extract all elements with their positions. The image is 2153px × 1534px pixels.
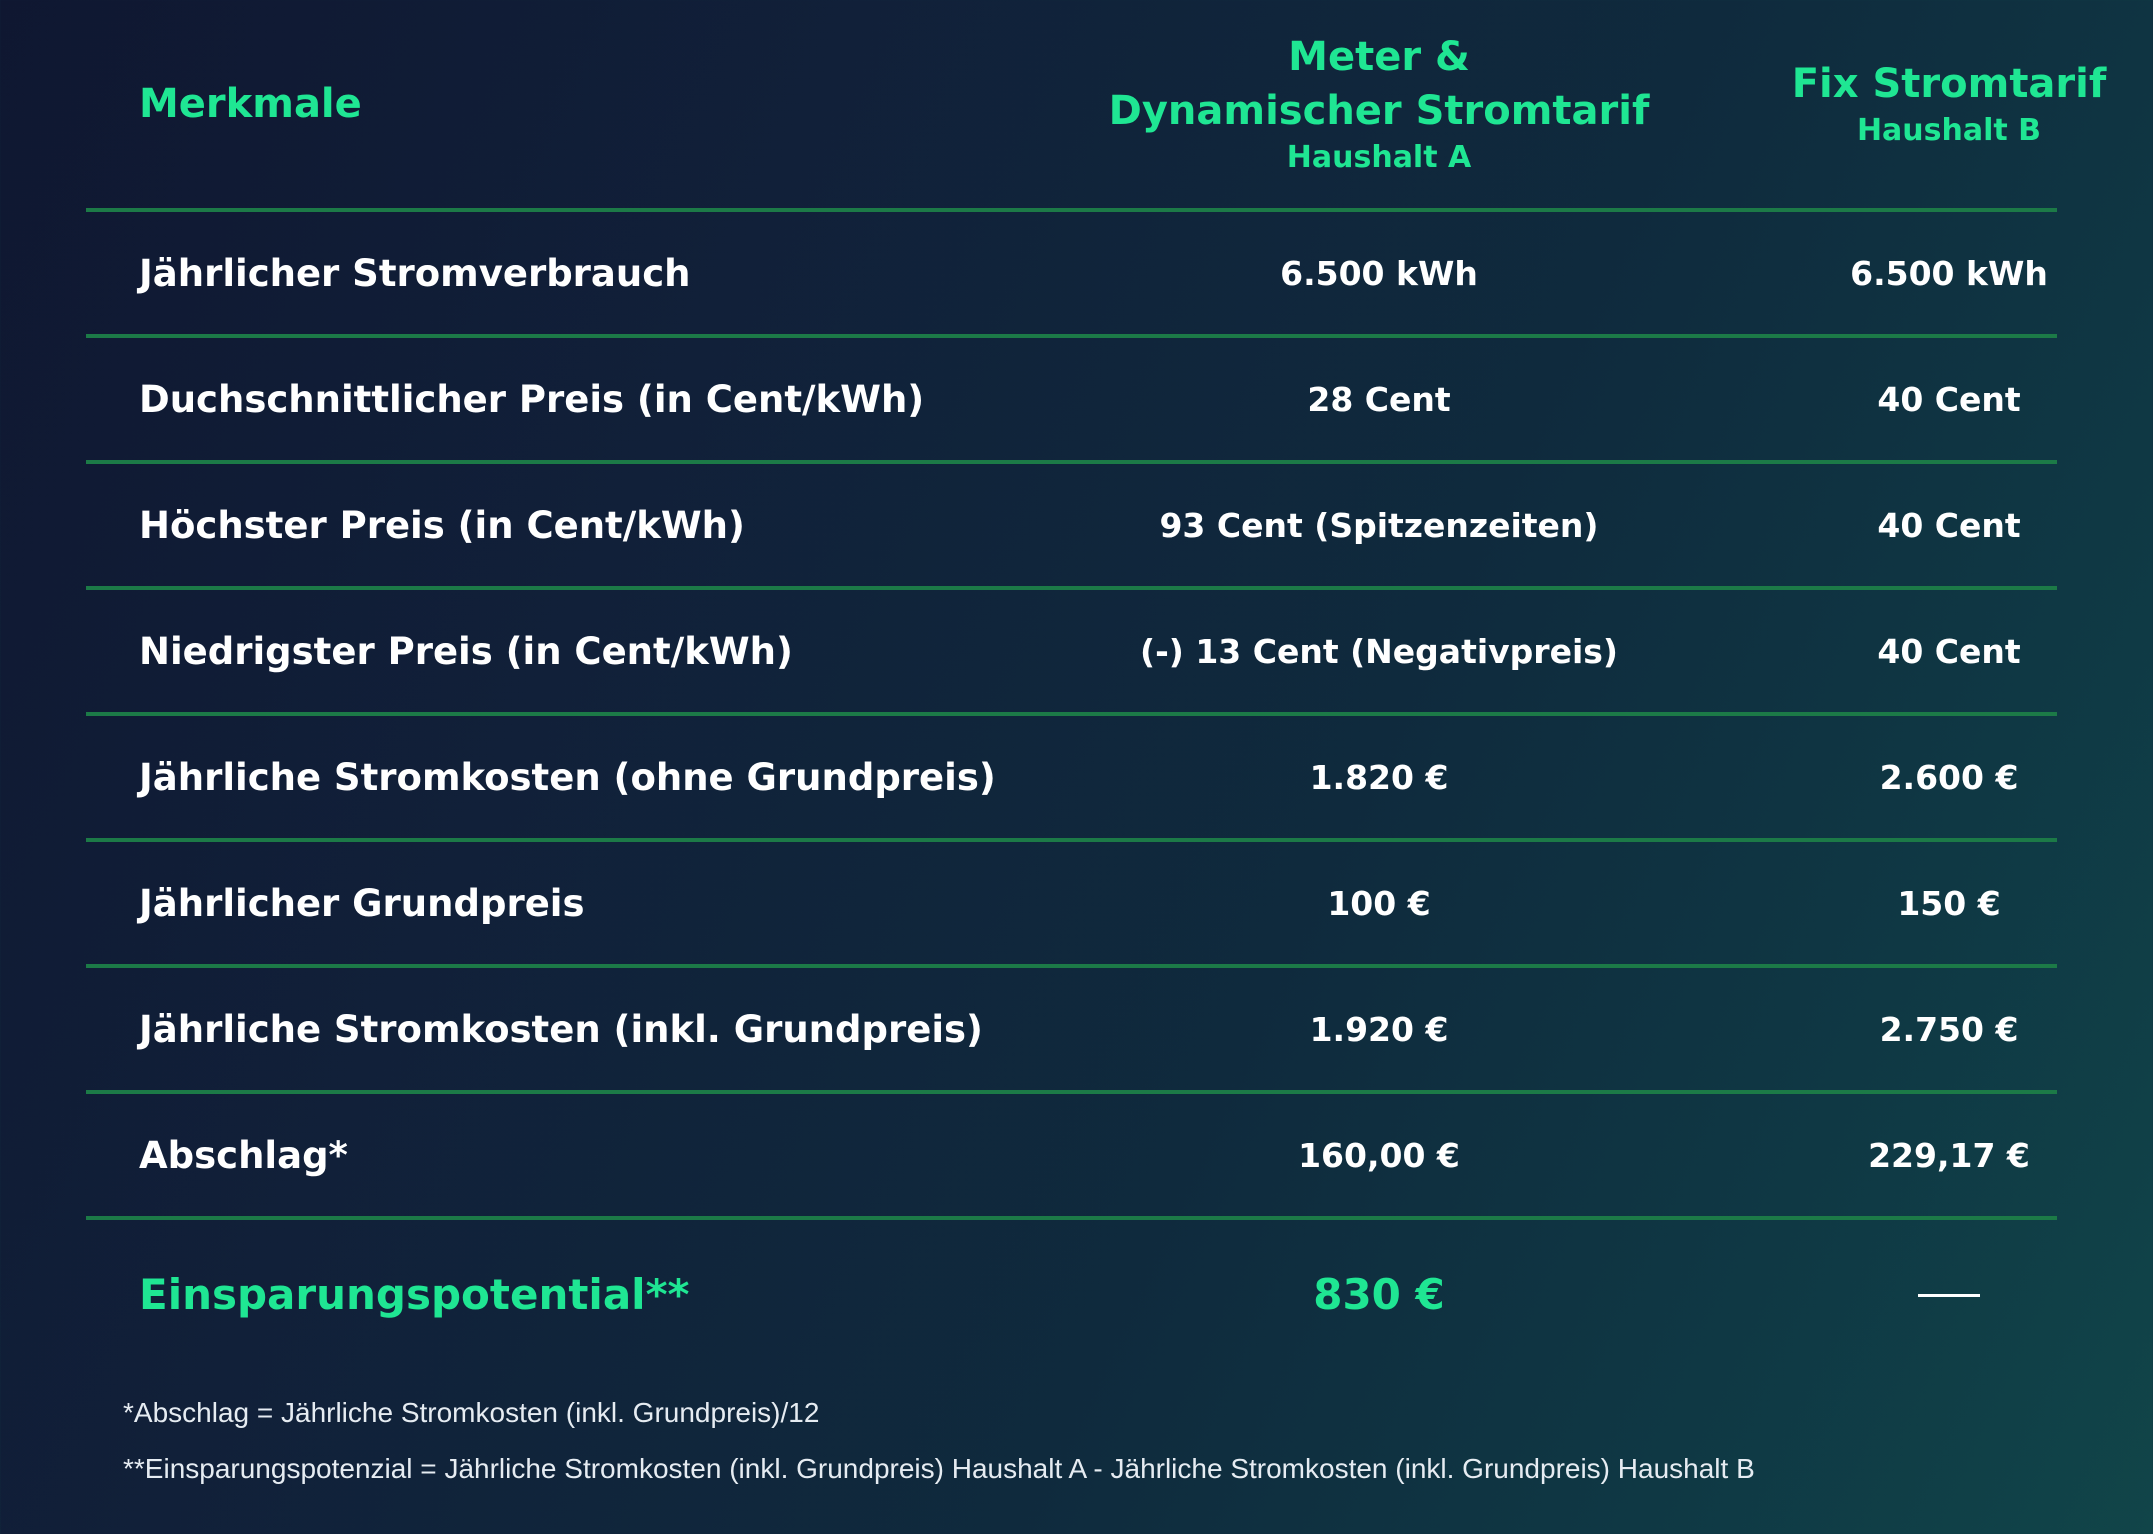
dash-placeholder bbox=[1918, 1294, 1980, 1297]
header-features-cell bbox=[139, 0, 1039, 208]
row-value-a: (-) 13 Cent (Negativpreis) bbox=[1139, 631, 1618, 671]
row-value-a: 93 Cent (Spitzenzeiten) bbox=[1159, 505, 1599, 545]
row-value-a: 1.920 € bbox=[1309, 1009, 1449, 1049]
header-col-a bbox=[1109, 30, 1650, 178]
row-label: Jährliche Stromkosten (ohne Grundpreis) bbox=[139, 755, 996, 799]
row-value-b: 229,17 € bbox=[1868, 1135, 2030, 1175]
row-value-b-cell bbox=[1686, 590, 2153, 712]
row-value-a-cell bbox=[986, 338, 1772, 460]
row-value-a-cell bbox=[986, 842, 1772, 964]
row-value-b-cell bbox=[1686, 716, 2153, 838]
header-col-a-subtitle: Haushalt A bbox=[1286, 140, 1472, 175]
header-col-b bbox=[1792, 57, 2107, 151]
row-label-cell bbox=[139, 212, 1039, 334]
table-row bbox=[86, 338, 2057, 464]
table-row bbox=[86, 968, 2057, 1094]
header-col-b-title: Fix Stromtarif bbox=[1791, 61, 2107, 107]
header-col-a-title-line1: Meter & bbox=[1288, 34, 1470, 80]
row-label: Niedrigster Preis (in Cent/kWh) bbox=[139, 629, 793, 673]
row-value-a: 160,00 € bbox=[1298, 1135, 1460, 1175]
footnote-einsparung: **Einsparungspotenzial = Jährliche Stromkosten (inkl. Grundpreis) Haushalt A - Jährliche Stromkosten (inkl. Grundpreis) Haushalt B bbox=[123, 1453, 1755, 1484]
savings-row bbox=[86, 1220, 2057, 1368]
row-value-b: 150 € bbox=[1897, 883, 2001, 923]
header-col-b-cell bbox=[1686, 0, 2153, 208]
row-value-b: 2.600 € bbox=[1879, 757, 2019, 797]
footnote-abschlag: *Abschlag = Jährliche Stromkosten (inkl. Grundpreis)/12 bbox=[123, 1397, 820, 1428]
table-row bbox=[86, 464, 2057, 590]
table-row bbox=[86, 842, 2057, 968]
row-label-cell bbox=[139, 464, 1039, 586]
row-label-cell bbox=[139, 590, 1039, 712]
table-row bbox=[86, 212, 2057, 338]
header-col-a-cell bbox=[986, 0, 1772, 208]
header-col-a-title-line2: Dynamischer Stromtarif bbox=[1108, 88, 1650, 134]
savings-value-b-cell bbox=[1686, 1220, 2153, 1368]
row-value-a: 6.500 kWh bbox=[1280, 253, 1478, 293]
row-value-b: 40 Cent bbox=[1877, 379, 2021, 419]
row-label: Jährlicher Stromverbrauch bbox=[139, 251, 691, 295]
row-value-a-cell bbox=[986, 1094, 1772, 1216]
row-value-b-cell bbox=[1686, 338, 2153, 460]
row-label-cell bbox=[139, 1094, 1039, 1216]
row-value-a-cell bbox=[986, 212, 1772, 334]
row-value-b: 6.500 kWh bbox=[1850, 253, 2048, 293]
row-value-b-cell bbox=[1686, 842, 2153, 964]
footnotes bbox=[123, 1385, 1755, 1497]
row-label-cell bbox=[139, 716, 1039, 838]
row-label-cell bbox=[139, 968, 1039, 1090]
row-value-a-cell bbox=[986, 716, 1772, 838]
row-label: Höchster Preis (in Cent/kWh) bbox=[139, 503, 745, 547]
row-value-a: 28 Cent bbox=[1307, 379, 1451, 419]
savings-label-cell bbox=[139, 1220, 1039, 1368]
table-header-row bbox=[86, 0, 2107, 212]
row-value-b: 40 Cent bbox=[1877, 631, 2021, 671]
row-value-b: 2.750 € bbox=[1879, 1009, 2019, 1049]
row-label-cell bbox=[139, 338, 1039, 460]
table-row bbox=[86, 716, 2057, 842]
row-label: Abschlag* bbox=[139, 1133, 348, 1177]
row-label-cell bbox=[139, 842, 1039, 964]
row-value-b-cell bbox=[1686, 968, 2153, 1090]
row-label: Duchschnittlicher Preis (in Cent/kWh) bbox=[139, 377, 925, 421]
comparison-table bbox=[86, 0, 2107, 1368]
row-value-a-cell bbox=[986, 968, 1772, 1090]
savings-value-a: 830 € bbox=[1313, 1269, 1445, 1319]
row-value-a-cell bbox=[986, 590, 1772, 712]
table-row bbox=[86, 590, 2057, 716]
savings-label: Einsparungspotential** bbox=[139, 1269, 690, 1319]
table-row bbox=[86, 1094, 2057, 1220]
header-features-label: Merkmale bbox=[139, 81, 362, 127]
header-col-b-subtitle: Haushalt B bbox=[1856, 113, 2042, 148]
row-value-a-cell bbox=[986, 464, 1772, 586]
row-value-b-cell bbox=[1686, 212, 2153, 334]
row-label: Jährlicher Grundpreis bbox=[139, 881, 585, 925]
row-value-b: 40 Cent bbox=[1877, 505, 2021, 545]
row-label: Jährliche Stromkosten (inkl. Grundpreis) bbox=[139, 1007, 983, 1051]
row-value-b-cell bbox=[1686, 464, 2153, 586]
row-value-a: 1.820 € bbox=[1309, 757, 1449, 797]
row-value-b-cell bbox=[1686, 1094, 2153, 1216]
row-value-a: 100 € bbox=[1327, 883, 1431, 923]
savings-value-a-cell bbox=[986, 1220, 1772, 1368]
